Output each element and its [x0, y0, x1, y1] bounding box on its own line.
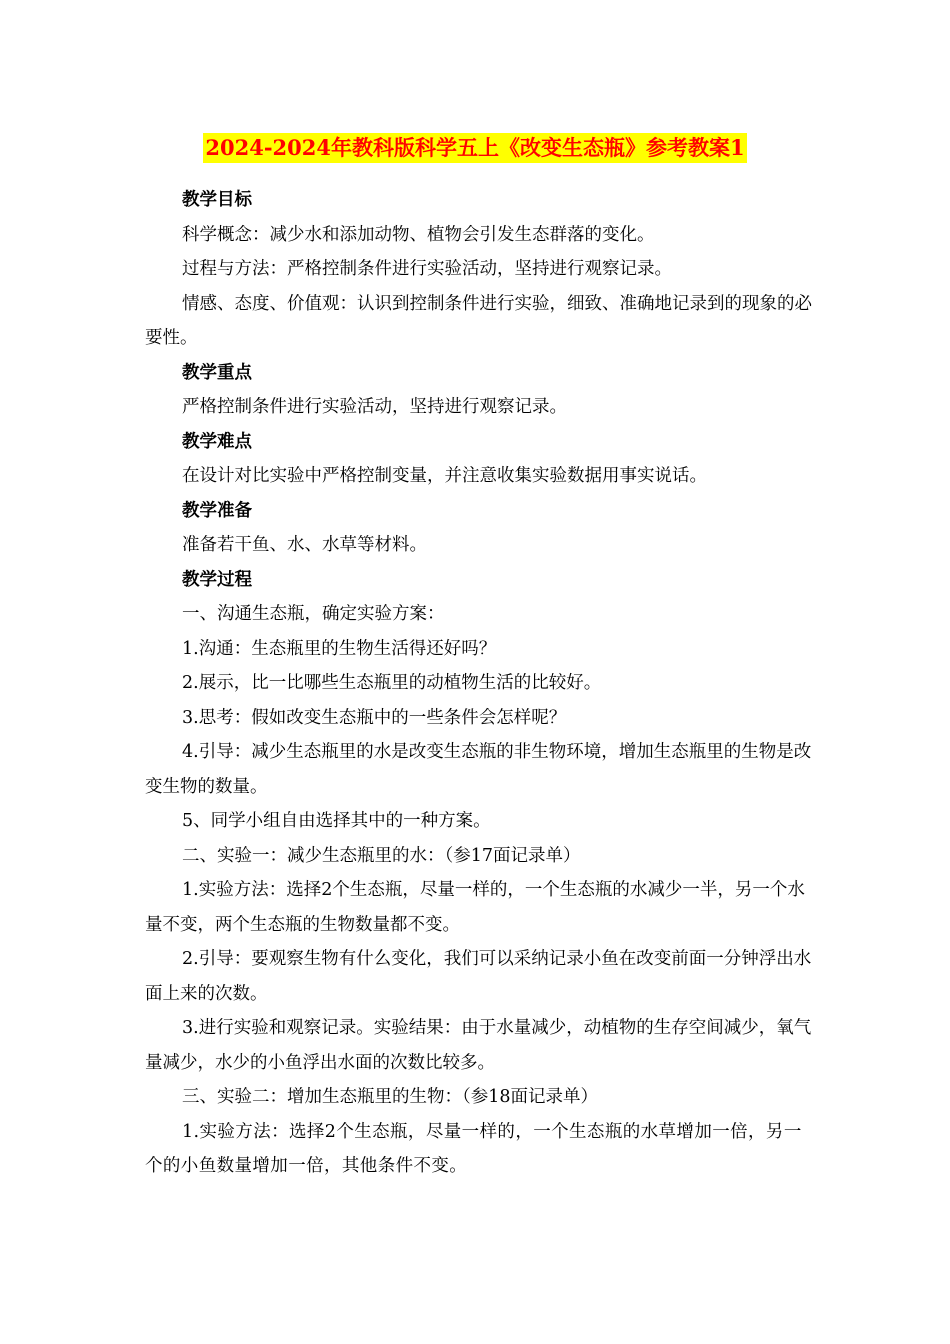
paragraph-key-points: 严格控制条件进行实验活动，坚持进行观察记录。 — [182, 397, 567, 417]
paragraph-exp1-guide: 2.引导：要观察生物有什么变化，我们可以采纳记录小鱼在改变前面一分钟浮出水面上来的次数。 — [145, 949, 812, 1004]
heading-preparation: 教学准备 — [182, 500, 252, 521]
paragraph-process-method: 过程与方法：严格控制条件进行实验活动，坚持进行观察记录。 — [182, 259, 672, 279]
heading-teaching-goals: 教学目标 — [182, 190, 252, 210]
paragraph-difficulties: 在设计对比实验中严格控制变量，并注意收集实验数据用事实说话。 — [182, 466, 707, 486]
paragraph-science-concept: 科学概念：减少水和添加动物、植物会引发生态群落的变化。 — [182, 224, 655, 245]
paragraph-experiment-two: 三、实验二：增加生态瓶里的生物：（参18面记录单） — [182, 1087, 599, 1107]
paragraph-exp1-result: 3.进行实验和观察记录。实验结果：由于水量减少，动植物的生存空间减少，氧气量减少，水少的小鱼浮出水面的次数比较多。 — [145, 1018, 812, 1073]
paragraph-section-one: 一、沟通生态瓶，确定实验方案： — [182, 604, 445, 624]
paragraph-step-choose: 5、同学小组自由选择其中的一种方案。 — [182, 811, 491, 831]
paragraph-step-guide: 4.引导：减少生态瓶里的水是改变生态瓶的非生物环境，增加生态瓶里的生物是改变生物的数量。 — [145, 742, 812, 797]
document-title: 2024-2024年教科版科学五上《改变生态瓶》参考教案1 — [203, 133, 746, 163]
paragraph-attitude-values: 情感、态度、价值观：认识到控制条件进行实验，细致、准确地记录到的现象的必要性。 — [145, 293, 812, 348]
paragraph-step-display: 2.展示，比一比哪些生态瓶里的动植物生活的比较好。 — [182, 673, 602, 693]
paragraph-experiment-one: 二、实验一：减少生态瓶里的水：（参17面记录单） — [182, 845, 581, 866]
paragraph-step-think: 3.思考：假如改变生态瓶中的一些条件会怎样呢？ — [182, 707, 567, 728]
title-container — [0, 133, 950, 163]
paragraph-preparation: 准备若干鱼、水、水草等材料。 — [182, 535, 427, 555]
paragraph-exp1-method: 1.实验方法：选择2个生态瓶，尽量一样的，一个生态瓶的水减少一半，另一个水量不变，两个生态瓶的生物数量都不变。 — [145, 880, 805, 935]
paragraph-exp2-method: 1.实验方法：选择2个生态瓶，尽量一样的，一个生态瓶的水草增加一倍，另一个的小鱼数量增加一倍，其他条件不变。 — [145, 1121, 802, 1176]
heading-teaching-process: 教学过程 — [182, 569, 252, 590]
heading-difficulties: 教学难点 — [182, 431, 252, 452]
paragraph-step-communicate: 1.沟通：生态瓶里的生物生活得还好吗？ — [182, 638, 497, 659]
heading-key-points: 教学重点 — [182, 362, 252, 383]
document-body — [145, 183, 815, 1184]
